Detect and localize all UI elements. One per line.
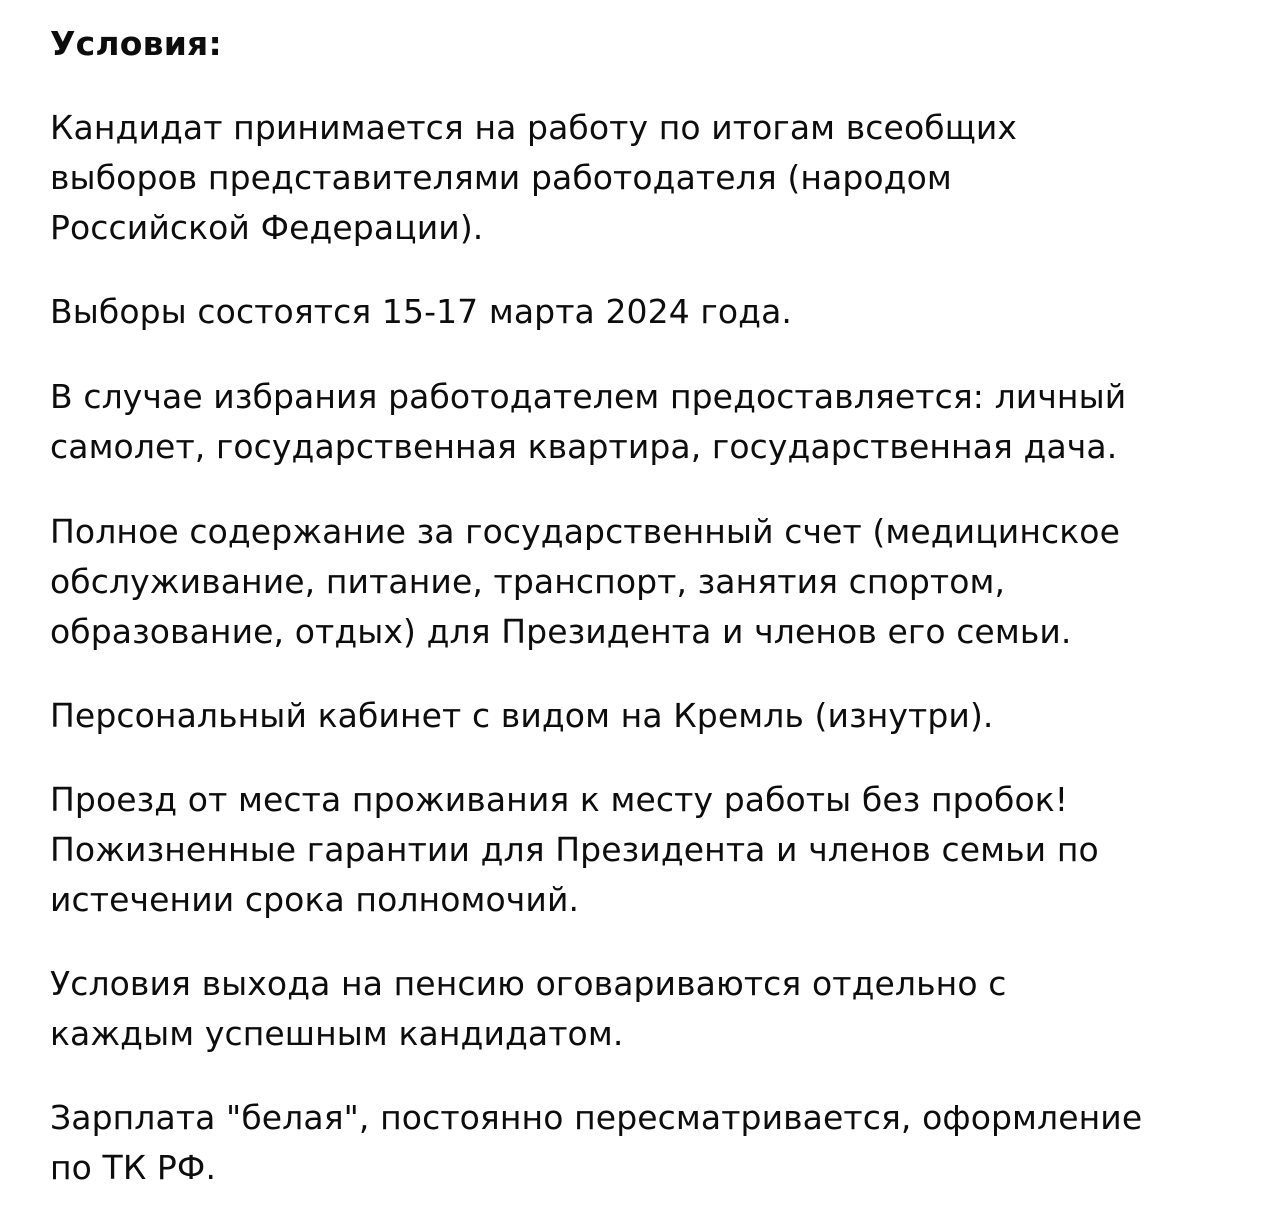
paragraph-commute-guarantees: Проезд от места проживания к месту работы без пробок! Пожизненные гарантии для Президента и членов семьи по истечении срока полномочий. [50, 780, 1099, 919]
paragraph-retirement: Условия выхода на пенсию оговариваются отдельно с каждым успешным кандидатом. [50, 964, 1007, 1053]
paragraph-election-hiring: Кандидат принимается на работу по итогам всеобщих выборов представителями работодателя (народом Российской Федерации). [50, 108, 1018, 247]
paragraph-full-support: Полное содержание за государственный счет (медицинское обслуживание, питание, транспорт, занятия спортом, образование, отдых) для Президента и членов его семьи. [50, 512, 1120, 651]
paragraph-election-dates: Выборы состоятся 15-17 марта 2024 года. [50, 292, 792, 331]
paragraph-salary: Зарплата "белая", постоянно пересматривается, оформление по ТК РФ. [50, 1098, 1143, 1187]
conditions-heading: Условия: [50, 24, 222, 63]
paragraph-personal-office: Персональный кабинет с видом на Кремль (изнутри). [50, 696, 994, 735]
paragraph-benefits-housing: В случае избрания работодателем предоставляется: личный самолет, государственная квартира, государственная дача. [50, 377, 1127, 466]
